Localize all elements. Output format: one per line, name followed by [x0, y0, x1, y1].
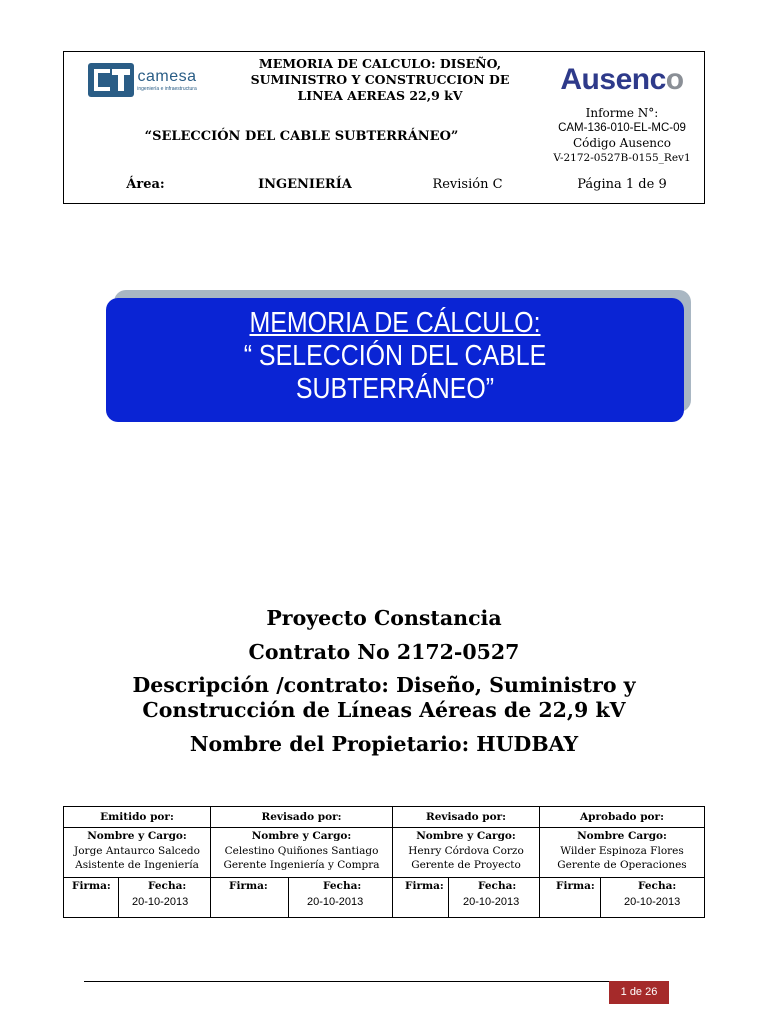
- project-name: Proyecto Constancia: [266, 606, 502, 630]
- sig-date-4: 20-10-2013: [624, 896, 681, 908]
- description-line-1: Descripción /contrato: Diseño, Suministro y: [132, 673, 636, 697]
- sig-role-1: Asistente de Ingeniería: [75, 859, 199, 871]
- revision-value: Revisión C: [432, 177, 503, 192]
- document-subtitle: “SELECCIÓN DEL CABLE SUBTERRÁNEO”: [144, 128, 459, 144]
- sig-header-3: Revisado por:: [393, 807, 540, 827]
- sig-name-3: Henry Córdova Corzo: [408, 844, 524, 857]
- area-label: Área:: [126, 177, 165, 192]
- title-line-1: MEMORIA DE CALCULO: DISEÑO,: [258, 55, 502, 71]
- page-indicator: 1 de 26: [609, 981, 669, 1004]
- sig-body-1: Nombre y Cargo: Jorge Antaurco Salcedo Asistente de Ingeniería: [64, 827, 211, 877]
- title-line-2: SUMINISTRO Y CONSTRUCCION DE: [250, 71, 510, 87]
- sig-name-4: Wilder Espinoza Flores: [560, 844, 684, 857]
- area-value: INGENIERÍA: [258, 177, 352, 192]
- sig-header-2: Revisado por:: [211, 807, 393, 827]
- sig-role-2: Gerente Ingeniería y Compra: [223, 859, 380, 871]
- sig-name-2: Celestino Quiñones Santiago: [224, 844, 379, 857]
- sig-role-3: Gerente de Proyecto: [411, 859, 521, 871]
- sig-firma-3: Firma: Fecha: 20-10-2013: [393, 877, 540, 918]
- banner-line-1: MEMORIA DE CÁLCULO:: [249, 307, 541, 339]
- sig-firma-1: Firma: Fecha: 20-10-2013: [64, 877, 211, 918]
- signature-table: [63, 806, 705, 918]
- codigo-label: Código Ausenco: [573, 136, 671, 150]
- sig-body-4: Nombre Cargo: Wilder Espinoza Flores Gerente de Operaciones: [540, 827, 704, 877]
- sig-header-1: Emitido por:: [64, 807, 211, 827]
- camesa-logo: [88, 63, 196, 97]
- sig-firma-4: Firma: Fecha: 20-10-2013: [540, 877, 704, 918]
- ausenco-logo: Ausenco: [560, 62, 684, 96]
- codigo-value: V-2172-0527B-0155_Rev1: [553, 152, 691, 164]
- document-header-table: [63, 51, 705, 204]
- ausenco-logo-cell: [539, 52, 705, 107]
- camesa-logo-cell: [64, 52, 221, 107]
- title-banner: [106, 298, 684, 422]
- banner-line-2: “ SELECCIÓN DEL CABLE SUBTERRÁNEO”: [243, 340, 547, 405]
- informe-label: Informe N°:: [585, 106, 659, 120]
- sig-body-3: Nombre y Cargo: Henry Córdova Corzo Gerente de Proyecto: [393, 827, 540, 877]
- camesa-wordmark: camesa: [137, 67, 197, 85]
- title-line-3: LINEA AEREAS 22,9 kV: [297, 87, 463, 103]
- footer-rule: [84, 981, 609, 982]
- camesa-tagline: ingeniería e infraestructura: [137, 85, 197, 92]
- page-count: Página 1 de 9: [577, 177, 667, 192]
- sig-firma-2: Firma: Fecha: 20-10-2013: [211, 877, 393, 918]
- owner-name: Nombre del Propietario: HUDBAY: [189, 732, 579, 756]
- description-line-2: Construcción de Líneas Aéreas de 22,9 kV: [142, 698, 626, 722]
- sig-date-1: 20-10-2013: [132, 896, 189, 908]
- sig-body-2: Nombre y Cargo: Celestino Quiñones Santiago Gerente Ingeniería y Compra: [211, 827, 393, 877]
- informe-block: [539, 107, 705, 165]
- contract-number: Contrato No 2172-0527: [248, 640, 520, 664]
- informe-number: CAM-136-010-EL-MC-09: [558, 122, 686, 134]
- camesa-mark-icon: [88, 63, 134, 97]
- sig-role-4: Gerente de Operaciones: [557, 859, 687, 871]
- document-title: [221, 52, 539, 107]
- sig-header-4: Aprobado por:: [580, 811, 664, 823]
- sig-date-3: 20-10-2013: [463, 896, 520, 908]
- sig-date-2: 20-10-2013: [307, 896, 364, 908]
- sig-name-1: Jorge Antaurco Salcedo: [74, 844, 200, 857]
